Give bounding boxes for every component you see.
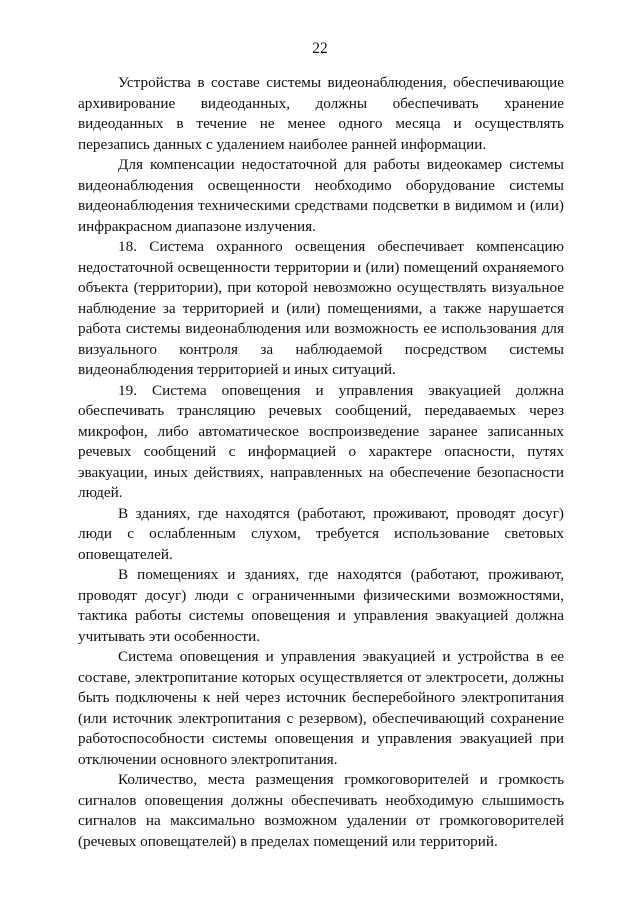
paragraph-evacuation-system: 19. Система оповещения и управления эвакуацией должна обеспечивать трансляцию речевых сообщений, передаваемых через микрофон, либо автоматическое воспроизведение заранее записанных речевых сообщений с информацией о характере опасности, путях эвакуации, иных действиях, направленных на обеспечение безопасности людей. [78,381,564,501]
document-body [78,73,564,852]
paragraph-archive-storage: Устройства в составе системы видеонаблюдения, обеспечивающие архивирование видеоданных, должны обеспечивать хранение видеоданных в течение не менее одного месяца и осуществлять перезапись данных с удалением наиболее ранней информации. [78,74,564,153]
paragraph-backup-power: Система оповещения и управления эвакуацией и устройства в ее составе, электропитание которых осуществляется от электросети, должны быть подключены к ней через источник бесперебойного электропитания (или источник электропитания с резервом), обеспечивающий сохранение работоспособности системы оповещения и управления эвакуацией при отключении основного электропитания. [78,648,564,768]
paragraph-illumination-compensation: Для компенсации недостаточной для работы видеокамер системы видеонаблюдения освещенности необходимо оборудование системы видеонаблюдения техническими средствами подсветки в видимом и (или) инфракрасном диапазоне излучения. [78,156,564,235]
paragraph-limited-mobility: В помещениях и зданиях, где находятся (работают, проживают, проводят досуг) люди с ограниченными физическими возможностями, тактика работы системы оповещения и управления эвакуацией должна учитывать эти особенности. [78,566,564,645]
paragraph-hearing-impaired: В зданиях, где находятся (работают, проживают, проводят досуг) люди с ослабленным слухом, требуется использование световых оповещателей. [78,504,564,563]
page-number: 22 [312,40,328,57]
paragraph-security-lighting: 18. Система охранного освещения обеспечивает компенсацию недостаточной освещенности территории и (или) помещений охраняемого объекта (территории), при которой невозможно осуществлять визуальное наблюдение за территорией и (или) помещениями, а также нарушается работа системы видеонаблюдения или возможность ее использования для визуального контроля за наблюдаемой посредством системы видеонаблюдения территорией и иных ситуаций. [78,238,564,378]
paragraph-loudspeakers: Количество, места размещения громкоговорителей и громкость сигналов оповещения должны обеспечивать необходимую слышимость сигналов на максимально возможном удалении от громкоговорителей (речевых оповещателей) в пределах помещений или территорий. [78,771,564,850]
